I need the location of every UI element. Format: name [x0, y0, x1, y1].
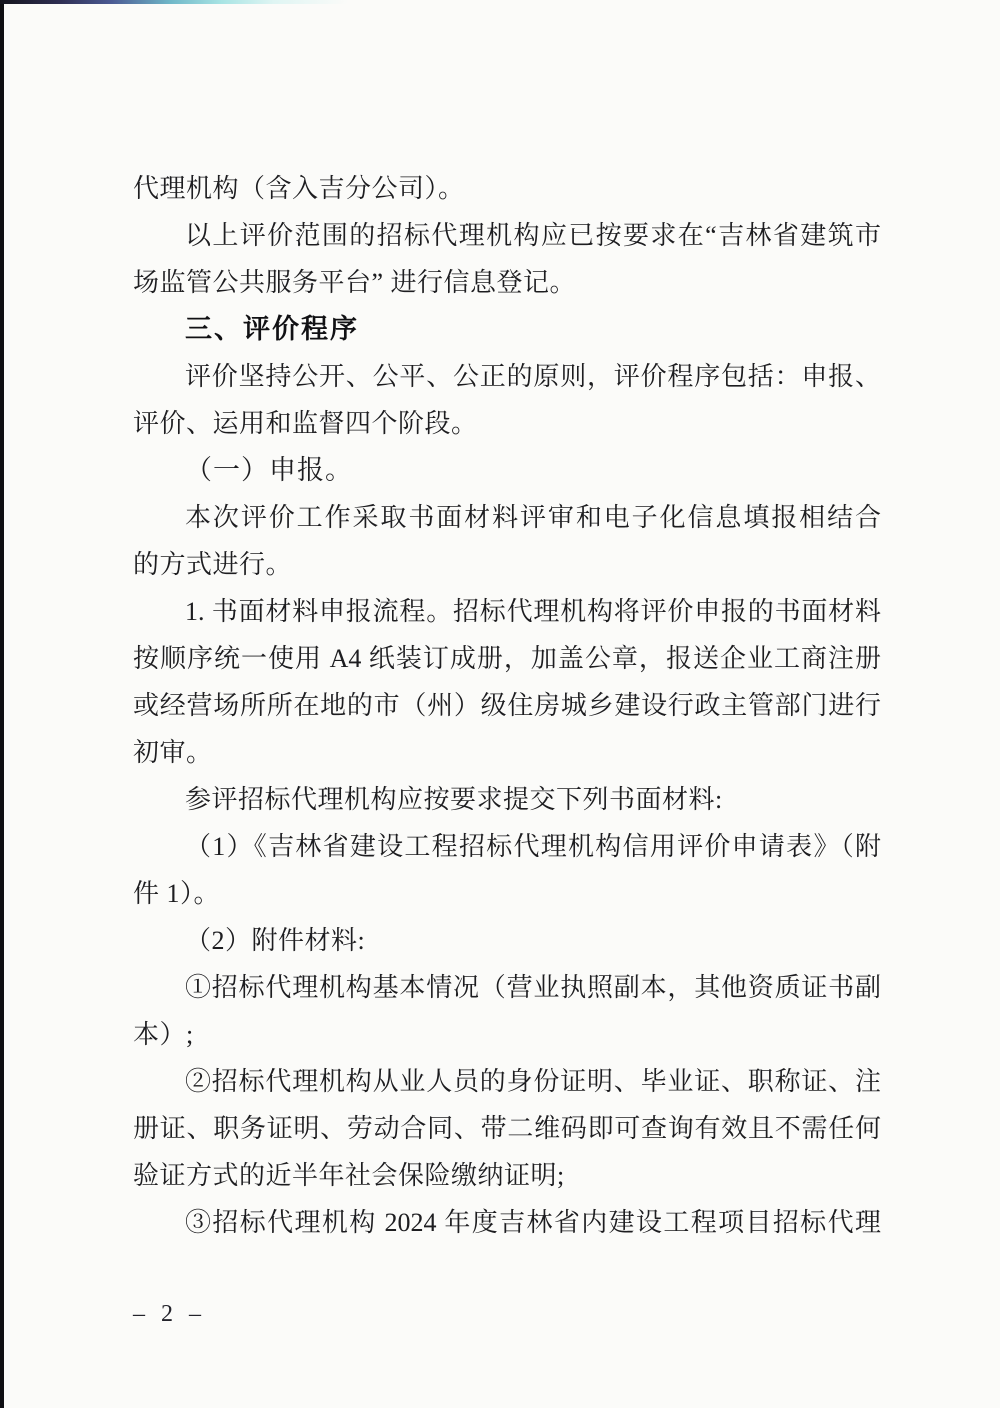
- body-line: ②招标代理机构从业人员的身份证明、毕业证、职称证、注: [185, 1067, 881, 1096]
- body-line: 的方式进行。: [133, 550, 293, 579]
- body-line: 以上评价范围的招标代理机构应已按要求在“吉林省建筑市: [185, 221, 881, 250]
- body-line: 按顺序统一使用 A4 纸装订成册，加盖公章，报送企业工商注册: [133, 644, 881, 673]
- body-line: 本）;: [133, 1020, 194, 1049]
- section-heading-line: 三、评价程序: [185, 314, 359, 344]
- scan-gradient-artifact: [0, 0, 370, 4]
- document-body: [133, 165, 881, 1246]
- page-left-edge-artifact: [0, 0, 4, 1408]
- body-line: 件 1）。: [133, 879, 221, 908]
- page-number: – 2 –: [133, 1301, 206, 1327]
- body-line: （2）附件材料:: [185, 926, 366, 955]
- body-line: 或经营场所所在地的市（州）级住房城乡建设行政主管部门进行: [133, 691, 881, 720]
- sub-heading-line: （一）申报。: [185, 455, 353, 485]
- body-line: 评价坚持公开、公平、公正的原则，评价程序包括：申报、: [185, 362, 881, 391]
- body-line: 场监管公共服务平台” 进行信息登记。: [133, 268, 577, 297]
- body-line: 验证方式的近半年社会保险缴纳证明;: [133, 1161, 565, 1190]
- body-line: 1. 书面材料申报流程。招标代理机构将评价申报的书面材料: [185, 597, 881, 626]
- body-line: 本次评价工作采取书面材料评审和电子化信息填报相结合: [185, 503, 881, 532]
- body-line: ①招标代理机构基本情况（营业执照副本，其他资质证书副: [185, 973, 881, 1002]
- body-line: 初审。: [133, 738, 213, 767]
- body-line: 评价、运用和监督四个阶段。: [133, 409, 478, 438]
- body-line: （1）《吉林省建设工程招标代理机构信用评价申请表》（附: [185, 832, 881, 861]
- body-line: ③招标代理机构 2024 年度吉林省内建设工程项目招标代理: [185, 1208, 881, 1237]
- body-line: 册证、职务证明、劳动合同、带二维码即可查询有效且不需任何: [133, 1114, 881, 1143]
- body-line: 代理机构（含入吉分公司）。: [133, 174, 465, 203]
- body-line: 参评招标代理机构应按要求提交下列书面材料:: [185, 785, 723, 814]
